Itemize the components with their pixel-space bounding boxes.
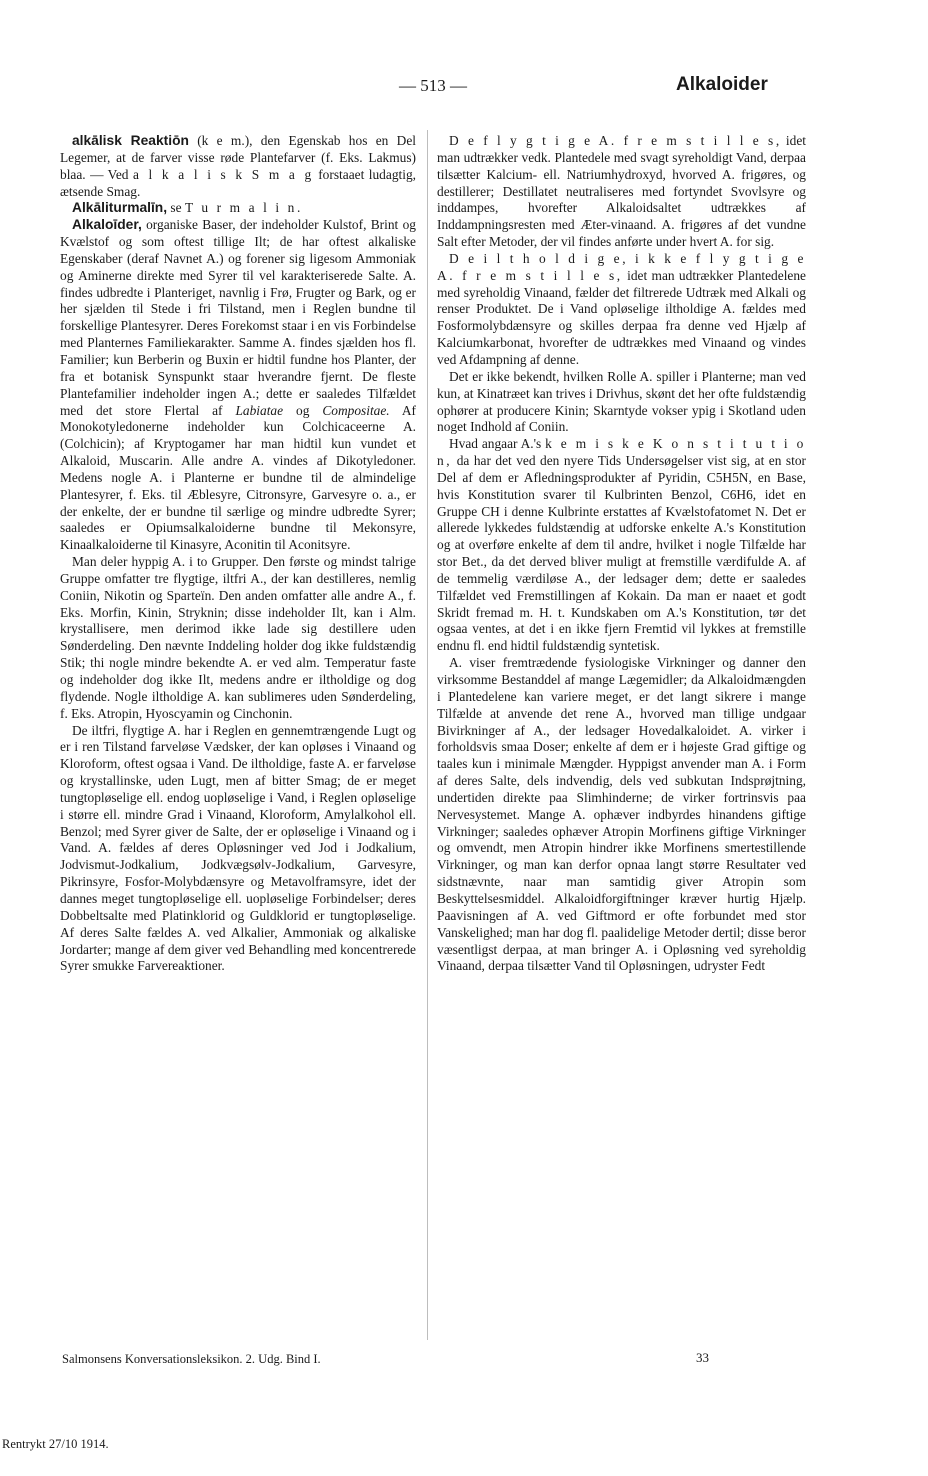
footer-source: Salmonsens Konversationsleksikon. 2. Udg. Bind I. [62, 1352, 321, 1366]
entry-text: forstaaet ludagtig, ætsende Smag. [60, 166, 416, 199]
italic-term: Labiatae [235, 402, 284, 418]
paragraph-text: Hvad angaar A.'s [449, 436, 546, 452]
paragraph: A. viser fremtrædende fysiologiske Virkninger og danner den virksomme Bestanddel af mange Lægemidler; da Alkaloidmængden i Plantedelene kan variere meget, er det langt sikrere i mange Tilfælde at anvende det rene A., hvorved man tillige undgaar Bivirkninger af A., der ledsager Hovedalkaloidet. A. virker i forholdsvis smaa Doser; enkelte af dem er i højeste Grad giftige og taales kun i minimale Mængder. Hyppigst anvender man A. i Form af deres Salte, dels indvendig, dels ved subkutan Indsprøjtning, undertiden direkte paa Slimhinderne; de virker fortrinsvis paa Nervesystemet. Mange A. ophæver indbyrdes hinandens giftige Virkninger; saaledes ophæver Atropin Morfinens giftige Virkninger og omvendt, men Atropin hindrer ikke Morfinens smertestillende Virkninger, og man kan derfor opnaa langt større Resultater ved sidstnævnte, naar man samtidig giver Atropin som Beskyttelsesmiddel. Alkaloidforgiftninger kræver hurtig Hjælp. Paavisningen af A. ved Giftmord er ofte forbundet med stor Vanskelighed; man har dog fl. paalidelige Metoder dertil; disse beror væsentligst derpaa, at man bringer A. i Opløsning ved syreholdig Vinaand, derpaa tilsætter Vand til Opløsningen, udryster Fedt [437, 655, 806, 974]
paragraph-text: idet man udtrækker vedk. Plantedele med svagt syreholdigt Vand, derpaa tilsætter Kalcium- ell. Natriumhydroxyd, hvorved A. frigøres, og destillerer; Destillatet neutraliseres med fortyndet Svovlsyre og inddampes, hvorefter Alkaloidsaltet udtrækkes af Inddampningsresten med Æter-vinaand. A. frigøres af det vundne Salt efter Metoder, der vil findes anførte under hvert A. for sig. [437, 133, 806, 250]
entry-text: og [283, 402, 323, 418]
paragraph [437, 133, 806, 251]
entry-text: (k e m.), den Egenskab hos en Del Legemer, at de farver visse røde Plantefarver (f. Eks. Lakmus) blaa. — Ved [60, 133, 416, 182]
paragraph [437, 251, 806, 369]
paragraph-text: idet man udtrækker Plantedelene med syreholdig Vinaand, fælder det filtrerede Udtræk med Alkali og renser Produktet. De i Vand opløselige iltholdige A. fældes med Fosformolybdænsyre og skilles derpaa fra denne ved Hjælp af Kalciumkarbonat, hvorefter de udtrækkes med Vinaand og vindes ved Afdampning af denne. [437, 267, 806, 367]
headword: Alkaloīder, [72, 217, 142, 233]
headword: Alkāliturmalīn, [72, 200, 168, 216]
sheet-number: 33 [696, 1350, 709, 1365]
paragraph: Man deler hyppig A. i to Grupper. Den første og mindst talrige Gruppe omfatter tre flygtige, iltfri A., der kan destilleres, nemlig Coniin, Nikotin og Sparteïn. Den anden omfatter alle andre A., f. Eks. Morfin, Kinin, Stryknin; disse indeholder Ilt, kan i Alm. krystallisere, men derimod ikke lade sig destillere uden Sønderdeling. Den nævnte Inddeling holder dog ikke fuldstændig Stik; thi nogle mindre bekendte A. er ved alm. Temperatur faste og indeholder dog ikke Ilt, medens andre er iltholdige og dog flydende. Nogle iltholdige A. kan sublimeres uden Sønderdeling, f. Eks. Atropin, Hyoscyamin og Cinchonin. [60, 554, 416, 721]
entry-text: Af Monokotyledonerne indeholder kun Colchicaceerne A. (Colchicin); af Kryptogamer har man hidtil kun vundet et Alkaloid, Muscarin. Alle andre A. vindes af Dikotyledoner. Medens nogle A. i Planterne er bundne til de almindelige Plantesyrer, f. Eks. til Æblesyre, Citronsyre, Garvesyre o. a., er der enkelte, der er bundne til særlige og mindre udbredte Syrer; saaledes er Opiumsalkaloiderne bundne til Mekonsyre, Kinaalkaloiderne til Kinasyre, Aconitin til Aconitsyre. [60, 402, 416, 553]
entry-alkaloider [60, 217, 416, 554]
running-title: Alkaloider [676, 74, 768, 95]
entry-alkaliturmalin [60, 200, 416, 217]
spaced-term: T u r m a l i n. [184, 200, 303, 216]
entry-alkalisk-reaktion [60, 133, 416, 200]
entry-text: organiske Baser, der indeholder Kulstof, Brint og Kvælstof og som oftest tillige Ilt; de har oftest alkaliske Egenskaber (deraf Navnet A.) og forener sig ligesom Ammoniak og Aminerne direkte med Syrer til vel karakteriserede Salte. A. findes udbredte i Planteriget, navnlig i Frø, Frugter og Bark, og er her sjælden til Stede i fri Tilstand, men i Reglen bundne til forskellige Plantesyrer. Deres Forekomst staar i en vis Forbindelse med Planternes Familiekarakter. Samme A. findes sjælden hos fl. Familier; kun Berberin og Buxin er hidtil fundne hos Planter, der fra et botanisk Synspunkt staar hverandre fjernt. De fleste Plantefamilier indeholder ingen A.; dette er saaledes Tilfældet med det store Flertal af [60, 217, 416, 418]
column-divider [427, 130, 428, 1340]
headword: alkālisk Reaktiōn [72, 133, 189, 148]
italic-term: Compositae. [322, 402, 390, 418]
spaced-term: D e i l t h o l d i g e, i k k e f l y g t i g e A. f r e m s t i l l e s, [437, 250, 806, 283]
reprint-note: Rentrykt 27/10 1914. [2, 1437, 109, 1451]
paragraph [437, 436, 806, 655]
right-column [437, 133, 806, 975]
spaced-term: k e m i s k e K o n s t i t u t i o n, [437, 436, 806, 469]
paragraph-text: da har det ved den nyere Tids Undersøgelser vist sig, at en stor Del af dem er Afledningsprodukter af Pyridin, C5H5N, en Base, hvis Konstitution svarer til Kulbrinten Benzol, C6H6, idet en Gruppe CH i denne Kulbrinte erstattes af Kvælstofatomet N. Det er allerede lykkedes fuldstændig at udforske enkelte A.'s Konstitution og at overføre enkelte af dem til andre, hvilket i nogle Tilfælde har stor Bet., da det derved bliver muligt at fremstille værdifulde A. af de temmelig værdiløse A., der ledsager dem; dette er saaledes Tilfældet ved Fremstillingen af Kokain. Da man er naaet et godt Skridt fremad m. H. t. Kundskaben om A.'s Konstitution, tør det ogsaa ventes, at det i en ikke fjern Fremtid vil lykkes at fremstille endnu fl. end hidtil fuldstændig syntetisk. [437, 453, 806, 654]
page-number: — 513 — [399, 76, 467, 95]
paragraph: De iltfri, flygtige A. har i Reglen en gennemtrængende Lugt og er i ren Tilstand farveløse Vædsker, der kan opløses i Vinaand og Kloroform, oftest ogsaa i Vand. De iltholdige, faste A. er farveløse og krystallinske, uden Lugt, men af bitter Smag; de er meget tungtopløselige ell. endog uopløselige i Vand, i Reglen opløselige i større ell. mindre Grad i Vinaand, Kloroform, Amylalkohol ell. Benzol; med Syrer giver de Salte, der er opløselige i Vinaand og i Vand. A. fældes af deres Opløsninger ved Jod i Jodkalium, Jodvismut-Jodkalium, Jodkvægsølv-Jodkalium, Garvesyre, Pikrinsyre, Fosfor-Molybdænsyre og Metavolframsyre, idet der dannes meget tungtopløselige ell. uopløselige Forbindelser; deres Dobbeltsalte med Platinklorid og Guldklorid er tungtopløselige. Af deres Salte fældes A. ved Alkalier, Ammoniak og alkaliske Jordarter; mange af dem giver ved Behandling med koncentrerede Syrer smukke Farvereaktioner. [60, 722, 416, 974]
spaced-term: D e f l y g t i g e A. f r e m s t i l l e s, [449, 133, 782, 148]
left-column [60, 133, 416, 975]
paragraph: Det er ikke bekendt, hvilken Rolle A. spiller i Planterne; man ved kun, at Kinatræet kan trives i Drivhus, skønt det her ofte fuldstændig ophører at producere Kinin; Skarntyde vokser ypig i Skotland uden noget Indhold af Coniin. [437, 368, 806, 435]
spaced-term: a l k a l i s k S m a g [132, 166, 314, 182]
entry-text: se [167, 200, 185, 216]
